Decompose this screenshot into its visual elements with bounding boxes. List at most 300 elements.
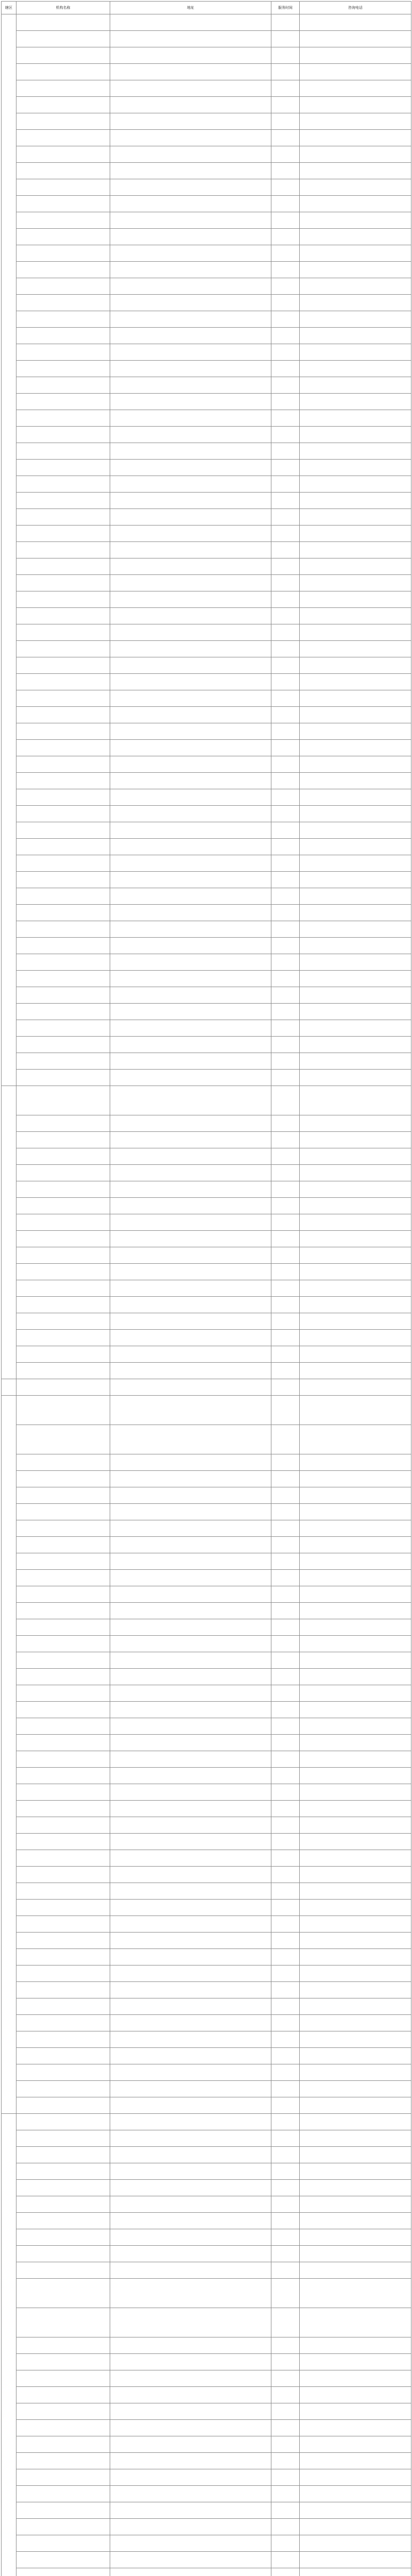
service-hours-cell xyxy=(271,1867,300,1883)
service-hours-cell xyxy=(271,31,300,47)
address-cell xyxy=(110,2486,271,2502)
table-row xyxy=(2,1553,411,1570)
table-row xyxy=(2,1867,411,1883)
table-row xyxy=(2,1768,411,1784)
service-hours-cell xyxy=(271,2196,300,2213)
phone-cell xyxy=(300,1379,411,1396)
phone-cell xyxy=(300,80,411,97)
table-row xyxy=(2,2196,411,2213)
phone-cell xyxy=(300,526,411,542)
institution-name-cell xyxy=(16,2048,110,2064)
institution-name-cell xyxy=(16,855,110,872)
service-hours-cell xyxy=(271,822,300,839)
institution-name-cell xyxy=(16,2568,110,2576)
service-hours-cell xyxy=(271,80,300,97)
phone-cell xyxy=(300,1363,411,1379)
institution-name-cell xyxy=(16,1020,110,1037)
phone-cell xyxy=(300,971,411,987)
phone-cell xyxy=(300,344,411,361)
institution-name-cell xyxy=(16,493,110,509)
service-hours-cell xyxy=(271,773,300,789)
table-row xyxy=(2,2097,411,2114)
address-cell xyxy=(110,146,271,163)
table-row xyxy=(2,1998,411,2015)
institution-name-cell xyxy=(16,674,110,690)
address-cell xyxy=(110,674,271,690)
institution-name-cell xyxy=(16,2420,110,2436)
service-hours-cell xyxy=(271,344,300,361)
institution-name-cell xyxy=(16,542,110,558)
phone-cell xyxy=(300,2031,411,2048)
institution-name-cell xyxy=(16,410,110,427)
service-hours-cell xyxy=(271,1520,300,1537)
phone-cell xyxy=(300,1867,411,1883)
phone-cell xyxy=(300,657,411,674)
table-row xyxy=(2,130,411,146)
service-hours-cell xyxy=(271,806,300,822)
institution-name-cell xyxy=(16,196,110,212)
service-hours-cell xyxy=(271,2436,300,2453)
institution-name-cell xyxy=(16,1553,110,1570)
institution-name-cell xyxy=(16,624,110,641)
table-row xyxy=(2,1425,411,1454)
address-cell xyxy=(110,1471,271,1487)
phone-cell xyxy=(300,1454,411,1471)
address-cell xyxy=(110,196,271,212)
service-hours-cell xyxy=(271,839,300,855)
institution-name-cell xyxy=(16,278,110,295)
service-hours-cell xyxy=(271,740,300,756)
service-hours-cell xyxy=(271,1998,300,2015)
table-row xyxy=(2,839,411,855)
phone-cell xyxy=(300,2308,411,2337)
institution-name-cell xyxy=(16,2552,110,2568)
institution-name-cell xyxy=(16,690,110,707)
table-row xyxy=(2,1570,411,1586)
address-cell xyxy=(110,2552,271,2568)
phone-cell xyxy=(300,443,411,460)
table-row xyxy=(2,657,411,674)
service-hours-cell xyxy=(271,2031,300,2048)
phone-cell xyxy=(300,1165,411,1181)
address-cell xyxy=(110,2403,271,2420)
district-cell xyxy=(2,2114,16,2576)
service-hours-cell xyxy=(271,657,300,674)
phone-cell xyxy=(300,608,411,624)
phone-cell xyxy=(300,954,411,971)
address-cell xyxy=(110,2354,271,2370)
institution-name-cell xyxy=(16,1297,110,1313)
address-cell xyxy=(110,1214,271,1231)
institution-name-cell xyxy=(16,2114,110,2130)
table-row xyxy=(2,1363,411,1379)
address-cell xyxy=(110,229,271,245)
phone-cell xyxy=(300,789,411,806)
service-hours-cell xyxy=(271,2246,300,2262)
address-cell xyxy=(110,1520,271,1537)
institution-name-cell xyxy=(16,2453,110,2469)
service-hours-cell xyxy=(271,1379,300,1396)
address-cell xyxy=(110,2031,271,2048)
address-cell xyxy=(110,245,271,262)
institution-name-cell xyxy=(16,1115,110,1132)
address-cell xyxy=(110,2081,271,2097)
phone-cell xyxy=(300,1900,411,1916)
table-row xyxy=(2,938,411,954)
service-hours-cell xyxy=(271,2486,300,2502)
institution-name-cell xyxy=(16,1850,110,1867)
table-row xyxy=(2,872,411,888)
service-hours-cell xyxy=(271,2064,300,2081)
phone-cell xyxy=(300,14,411,31)
institution-name-cell xyxy=(16,872,110,888)
table-row xyxy=(2,558,411,575)
table-row xyxy=(2,1619,411,1636)
phone-cell xyxy=(300,1998,411,2015)
table-row xyxy=(2,1148,411,1165)
address-cell xyxy=(110,756,271,773)
table-row xyxy=(2,2403,411,2420)
table-row xyxy=(2,1718,411,1735)
institution-name-cell xyxy=(16,2081,110,2097)
institution-name-cell xyxy=(16,773,110,789)
table-row xyxy=(2,723,411,740)
phone-cell xyxy=(300,1553,411,1570)
phone-cell xyxy=(300,361,411,377)
institution-name-cell xyxy=(16,2502,110,2519)
service-hours-cell xyxy=(271,526,300,542)
table-row xyxy=(2,1520,411,1537)
phone-cell xyxy=(300,295,411,311)
address-cell xyxy=(110,2519,271,2535)
table-row xyxy=(2,2147,411,2163)
table-row xyxy=(2,888,411,905)
header-district: 辖区 xyxy=(2,2,16,14)
phone-cell xyxy=(300,460,411,476)
phone-cell xyxy=(300,179,411,196)
service-hours-cell xyxy=(271,295,300,311)
phone-cell xyxy=(300,1718,411,1735)
institution-name-cell xyxy=(16,2229,110,2246)
table-row xyxy=(2,575,411,591)
address-cell xyxy=(110,2229,271,2246)
institution-name-cell xyxy=(16,1247,110,1264)
institution-name-cell xyxy=(16,1363,110,1379)
table-row xyxy=(2,690,411,707)
table-row xyxy=(2,2262,411,2279)
phone-cell xyxy=(300,394,411,410)
table-row xyxy=(2,773,411,789)
table-row xyxy=(2,987,411,1004)
address-cell xyxy=(110,361,271,377)
address-cell xyxy=(110,328,271,344)
phone-cell xyxy=(300,196,411,212)
institution-name-cell xyxy=(16,905,110,921)
phone-cell xyxy=(300,1603,411,1619)
phone-cell xyxy=(300,2130,411,2147)
district-cell xyxy=(2,14,16,1086)
service-hours-cell xyxy=(271,872,300,888)
institution-name-cell xyxy=(16,80,110,97)
phone-cell xyxy=(300,641,411,657)
phone-cell xyxy=(300,1834,411,1850)
address-cell xyxy=(110,2535,271,2552)
address-cell xyxy=(110,2246,271,2262)
address-cell xyxy=(110,2502,271,2519)
phone-cell xyxy=(300,1330,411,1346)
institution-name-cell xyxy=(16,1086,110,1115)
address-cell xyxy=(110,1231,271,1247)
institution-name-cell xyxy=(16,2130,110,2147)
institution-name-cell xyxy=(16,1132,110,1148)
phone-cell xyxy=(300,1702,411,1718)
institution-name-cell xyxy=(16,575,110,591)
address-cell xyxy=(110,954,271,971)
table-row xyxy=(2,1702,411,1718)
institution-name-cell xyxy=(16,1070,110,1086)
address-cell xyxy=(110,608,271,624)
service-hours-cell xyxy=(271,1004,300,1020)
phone-cell xyxy=(300,1751,411,1768)
table-row xyxy=(2,2519,411,2535)
phone-cell xyxy=(300,1883,411,1900)
service-directory xyxy=(1,1,411,2576)
phone-cell xyxy=(300,278,411,295)
table-row xyxy=(2,674,411,690)
table-row xyxy=(2,624,411,641)
address-cell xyxy=(110,872,271,888)
institution-name-cell xyxy=(16,2015,110,2031)
table-row xyxy=(2,179,411,196)
phone-cell xyxy=(300,1264,411,1280)
service-hours-cell xyxy=(271,2568,300,2576)
service-hours-cell xyxy=(271,888,300,905)
service-hours-cell xyxy=(271,97,300,113)
table-row xyxy=(2,443,411,460)
institution-name-cell xyxy=(16,1702,110,1718)
institution-name-cell xyxy=(16,509,110,526)
institution-name-cell xyxy=(16,2436,110,2453)
table-row xyxy=(2,328,411,344)
phone-cell xyxy=(300,1086,411,1115)
service-hours-cell xyxy=(271,1425,300,1454)
table-row xyxy=(2,1165,411,1181)
institution-name-cell xyxy=(16,179,110,196)
phone-cell xyxy=(300,1214,411,1231)
address-cell xyxy=(110,179,271,196)
table-row xyxy=(2,1086,411,1115)
service-hours-cell xyxy=(271,229,300,245)
service-hours-cell xyxy=(271,756,300,773)
phone-cell xyxy=(300,1053,411,1070)
address-cell xyxy=(110,1379,271,1396)
address-cell xyxy=(110,1965,271,1982)
service-hours-cell xyxy=(271,1586,300,1603)
phone-cell xyxy=(300,2453,411,2469)
address-cell xyxy=(110,2387,271,2403)
phone-cell xyxy=(300,97,411,113)
service-hours-cell xyxy=(271,1396,300,1425)
table-row xyxy=(2,921,411,938)
institution-name-cell xyxy=(16,113,110,130)
service-hours-cell xyxy=(271,707,300,723)
service-hours-cell xyxy=(271,2308,300,2337)
table-row xyxy=(2,2502,411,2519)
service-hours-cell xyxy=(271,2387,300,2403)
address-cell xyxy=(110,1900,271,1916)
institution-name-cell xyxy=(16,295,110,311)
service-hours-cell xyxy=(271,1801,300,1817)
phone-cell xyxy=(300,146,411,163)
phone-cell xyxy=(300,1020,411,1037)
institution-name-cell xyxy=(16,344,110,361)
table-row xyxy=(2,822,411,839)
service-hours-cell xyxy=(271,1297,300,1313)
table-row xyxy=(2,64,411,80)
address-cell xyxy=(110,427,271,443)
service-hours-cell xyxy=(271,1834,300,1850)
service-hours-cell xyxy=(271,410,300,427)
service-hours-cell xyxy=(271,1346,300,1363)
institution-name-cell xyxy=(16,740,110,756)
phone-cell xyxy=(300,328,411,344)
district-cell xyxy=(2,1086,16,1379)
phone-cell xyxy=(300,1247,411,1264)
phone-cell xyxy=(300,2502,411,2519)
phone-cell xyxy=(300,2147,411,2163)
address-cell xyxy=(110,2064,271,2081)
institution-name-cell xyxy=(16,1636,110,1652)
table-row xyxy=(2,1280,411,1297)
address-cell xyxy=(110,624,271,641)
phone-cell xyxy=(300,1280,411,1297)
table-row xyxy=(2,97,411,113)
institution-name-cell xyxy=(16,377,110,394)
address-cell xyxy=(110,1817,271,1834)
phone-cell xyxy=(300,229,411,245)
phone-cell xyxy=(300,591,411,608)
table-row xyxy=(2,2308,411,2337)
service-hours-cell xyxy=(271,493,300,509)
address-cell xyxy=(110,410,271,427)
phone-cell xyxy=(300,2354,411,2370)
table-row xyxy=(2,1396,411,1425)
service-hours-cell xyxy=(271,1214,300,1231)
address-cell xyxy=(110,2469,271,2486)
service-hours-cell xyxy=(271,1264,300,1280)
service-hours-cell xyxy=(271,196,300,212)
service-hours-cell xyxy=(271,1553,300,1570)
institution-name-cell xyxy=(16,97,110,113)
service-hours-cell xyxy=(271,575,300,591)
phone-cell xyxy=(300,1768,411,1784)
address-cell xyxy=(110,1504,271,1520)
table-row xyxy=(2,14,411,31)
service-hours-cell xyxy=(271,2081,300,2097)
institution-name-cell xyxy=(16,1214,110,1231)
table-row xyxy=(2,1053,411,1070)
service-hours-cell xyxy=(271,394,300,410)
service-hours-cell xyxy=(271,855,300,872)
address-cell xyxy=(110,1425,271,1454)
institution-name-cell xyxy=(16,1198,110,1214)
service-hours-cell xyxy=(271,2420,300,2436)
address-cell xyxy=(110,2048,271,2064)
institution-name-cell xyxy=(16,1586,110,1603)
institution-name-cell xyxy=(16,938,110,954)
table-row xyxy=(2,1834,411,1850)
address-cell xyxy=(110,443,271,460)
phone-cell xyxy=(300,542,411,558)
address-cell xyxy=(110,1718,271,1735)
address-cell xyxy=(110,1396,271,1425)
service-hours-cell xyxy=(271,954,300,971)
address-cell xyxy=(110,1132,271,1148)
table-row xyxy=(2,1652,411,1669)
address-cell xyxy=(110,1603,271,1619)
service-hours-cell xyxy=(271,1020,300,1037)
address-cell xyxy=(110,97,271,113)
table-row xyxy=(2,1264,411,1280)
address-cell xyxy=(110,31,271,47)
institution-name-cell xyxy=(16,14,110,31)
service-hours-cell xyxy=(271,2552,300,2568)
phone-cell xyxy=(300,1504,411,1520)
table-row xyxy=(2,1487,411,1504)
table-row xyxy=(2,113,411,130)
service-hours-cell xyxy=(271,1735,300,1751)
address-cell xyxy=(110,526,271,542)
address-cell xyxy=(110,2130,271,2147)
table-row xyxy=(2,344,411,361)
service-hours-cell xyxy=(271,1454,300,1471)
institution-name-cell xyxy=(16,1949,110,1965)
phone-cell xyxy=(300,1586,411,1603)
phone-cell xyxy=(300,1570,411,1586)
service-hours-cell xyxy=(271,2370,300,2387)
phone-cell xyxy=(300,2081,411,2097)
institution-name-cell xyxy=(16,443,110,460)
address-cell xyxy=(110,1685,271,1702)
phone-cell xyxy=(300,1669,411,1685)
service-hours-cell xyxy=(271,542,300,558)
address-cell xyxy=(110,591,271,608)
header-institution: 机构名称 xyxy=(16,2,110,14)
address-cell xyxy=(110,1652,271,1669)
address-cell xyxy=(110,2163,271,2180)
table-row xyxy=(2,1949,411,1965)
phone-cell xyxy=(300,1471,411,1487)
phone-cell xyxy=(300,2064,411,2081)
phone-cell xyxy=(300,773,411,789)
institution-name-cell xyxy=(16,130,110,146)
institution-name-cell xyxy=(16,427,110,443)
service-hours-cell xyxy=(271,2453,300,2469)
address-cell xyxy=(110,1313,271,1330)
service-hours-cell xyxy=(271,509,300,526)
phone-cell xyxy=(300,64,411,80)
address-cell xyxy=(110,2453,271,2469)
address-cell xyxy=(110,1998,271,2015)
service-hours-cell xyxy=(271,905,300,921)
service-hours-cell xyxy=(271,2469,300,2486)
table-row xyxy=(2,1313,411,1330)
service-hours-cell xyxy=(271,2180,300,2196)
address-cell xyxy=(110,1346,271,1363)
institution-name-cell xyxy=(16,2196,110,2213)
table-row xyxy=(2,1751,411,1768)
service-hours-cell xyxy=(271,1313,300,1330)
